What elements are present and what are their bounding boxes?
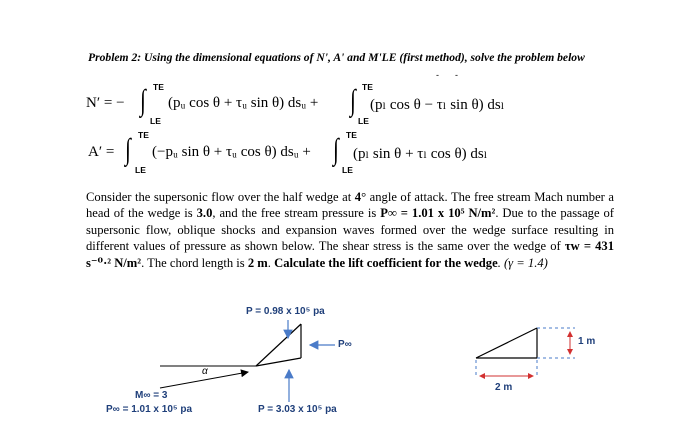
alpha-label: α — [202, 366, 208, 377]
dimension-triangle — [476, 328, 537, 358]
height-label: 1 m — [578, 336, 596, 347]
upper-pressure-label: P = 0.98 x 10⁵ pa — [246, 306, 325, 317]
chord-label: 2 m — [495, 382, 513, 393]
problem-title: Problem 2: Using the dimensional equations of N', A' and M'LE (first method), solve the problem below — [88, 51, 585, 64]
stray-mark: - — [436, 70, 439, 80]
freestream-pressure-label: P∞ = 1.01 x 10⁵ pa — [106, 404, 193, 415]
integral-upper-limit: TE — [346, 130, 357, 140]
equation-n-term2: (pₗ cos θ − τₗ sin θ) dsₗ — [370, 97, 505, 113]
integral-lower-limit: LE — [342, 165, 353, 175]
integral-sign: ∫ — [140, 84, 146, 117]
integral-upper-limit: TE — [153, 82, 164, 92]
equation-a-lhs: A′ = — [88, 144, 115, 160]
stray-mark: - — [455, 70, 458, 80]
integral-sign: ∫ — [125, 133, 131, 166]
problem-statement: Consider the supersonic flow over the half wedge at 4° angle of attack. The free stream Mach number a head of the wedge is 3.0, and the free stream pressure is P∞ = 1.01 x 10⁵ N/m². Due to the passage of supersonic flow, oblique shocks and expansion waves formed over the wedge surface resulting in different values of pressure as shown below. The shear stress is the same over the wedge of τw = 431 s⁻⁰·² N/m². The chord length is 2 m. Calculate the lift coefficient for the wedge. (γ = 1.4) — [86, 190, 615, 270]
equation-a-term1: (−pᵤ sin θ + τᵤ cos θ) dsᵤ + — [152, 144, 311, 160]
lower-pressure-label: P = 3.03 x 10⁵ pa — [258, 404, 337, 415]
integral-sign: ∫ — [350, 84, 356, 117]
equation-n-term1: (pᵤ cos θ + τᵤ sin θ) dsᵤ + — [168, 95, 319, 111]
equation-a-term2: (pₗ sin θ + τₗ cos θ) dsₗ — [353, 146, 488, 162]
rear-pressure-label: P∞ — [338, 339, 352, 350]
integral-lower-limit: LE — [358, 116, 369, 126]
equation-n-lhs: N′ = − — [86, 95, 125, 111]
mach-label: M∞ = 3 — [135, 390, 168, 401]
integral-upper-limit: TE — [138, 130, 149, 140]
integral-lower-limit: LE — [150, 116, 161, 126]
integral-sign: ∫ — [333, 133, 339, 166]
integral-upper-limit: TE — [362, 82, 373, 92]
integral-lower-limit: LE — [135, 165, 146, 175]
wedge-shape — [256, 324, 301, 366]
